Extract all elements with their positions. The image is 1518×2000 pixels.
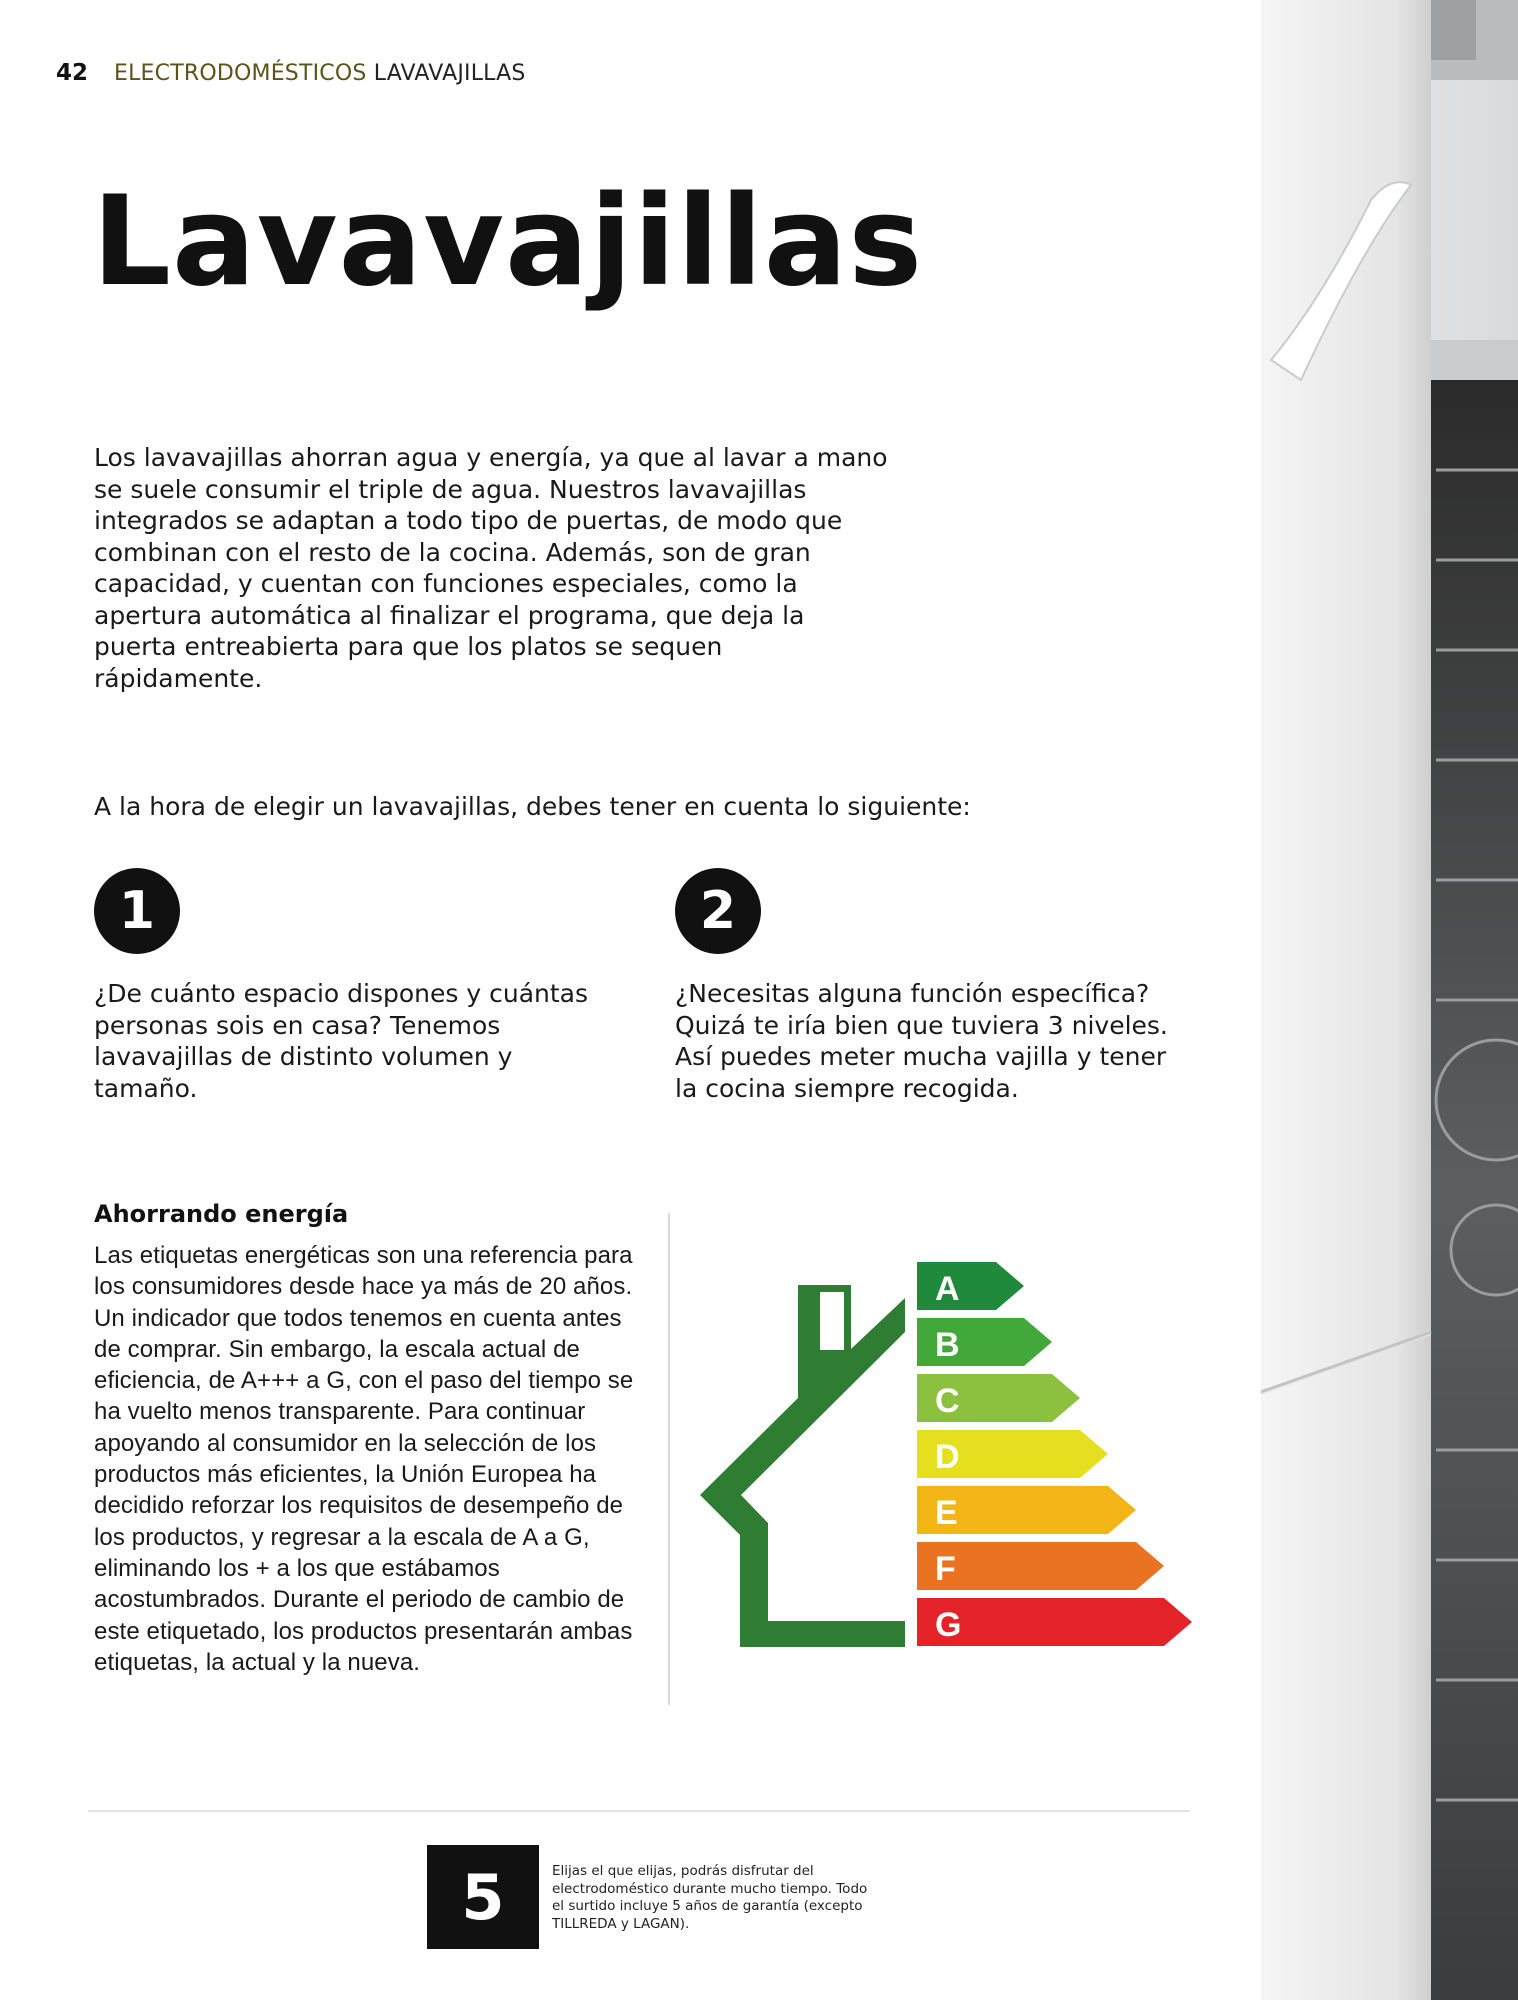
dishwasher-photo xyxy=(1261,0,1518,2000)
tip-1-number-badge: 1 xyxy=(94,868,180,954)
house-outline xyxy=(700,1264,905,1647)
energy-class-A-letter: A xyxy=(935,1270,960,1308)
energy-class-A-arrow xyxy=(917,1262,1024,1310)
energy-label-graphic xyxy=(690,1250,1200,1660)
intro-paragraph: Los lavavajillas ahorran agua y energía, ya que al lavar a mano se suele consumir el triple de agua. Nuestros lavavajillas integrados se adaptan a todo tipo de puertas, de modo que combinan con el resto de la cocina. Además, son de gran capacidad, y cuentan con funciones especiales, como la apertura automática al finalizar el programa, que deja la puerta entreabierta para que los platos se sequen rápidamente. xyxy=(94,443,888,693)
dishwasher-interior xyxy=(1431,380,1518,2000)
house-icon xyxy=(700,1264,905,1647)
kettle-base xyxy=(1426,0,1476,60)
energy-class-D-letter: D xyxy=(935,1438,960,1476)
energy-class-C-letter: C xyxy=(935,1382,960,1420)
energy-class-F-letter: F xyxy=(935,1550,956,1588)
energy-body: Las etiquetas energéticas son una referencia para los consumidores desde hace ya más de 20 años. Un indicador que todos tenemos en cuenta antes de comprar. Sin embargo, la escala actual de eficiencia, de A+++ a G, con el paso del tiempo se ha vuelto menos transparente. Para continuar apoyando al consumidor en la selección de los productos más eficientes, la Unión Europea ha decidido reforzar los requisitos de desempeño de los productos, y regresar a la escala de A a G, eliminando los + a los que estábamos acostumbrados. Durante el periodo de cambio de este etiquetado, los productos presentarán ambas etiquetas, la actual y la nueva. xyxy=(94,1242,634,1676)
warranty-years-badge: 5 xyxy=(427,1845,539,1949)
energy-class-bars xyxy=(917,1262,1192,1646)
footer-divider xyxy=(88,1810,1190,1812)
energy-class-D xyxy=(917,1430,1108,1478)
counter-lip xyxy=(1431,340,1518,380)
chimney-gap xyxy=(820,1292,844,1350)
tip-2-number-badge: 2 xyxy=(675,868,761,954)
energy-class-E-letter: E xyxy=(935,1494,958,1532)
cabinet-door-lower xyxy=(1261,1335,1431,2000)
tip-1-text: ¿De cuánto espacio dispones y cuántas personas sois en casa? Tenemos lavavajillas de distinto volumen y tamaño. xyxy=(94,979,589,1103)
tips-prompt: A la hora de elegir un lavavajillas, debes tener en cuenta lo siguiente: xyxy=(94,792,971,821)
section-label xyxy=(114,61,526,86)
energy-class-G-letter: G xyxy=(935,1606,962,1644)
energy-class-A xyxy=(917,1262,1024,1310)
page-number: 42 xyxy=(56,60,89,86)
energy-heading: Ahorrando energía xyxy=(94,1200,349,1228)
warranty-text: Elijas el que elijas, podrás disfrutar del electrodoméstico durante mucho tiempo. Todo el surtido incluye 5 años de garantía (excepto TILLREDA y LAGAN). xyxy=(552,1863,868,1932)
energy-class-B-letter: B xyxy=(935,1326,960,1364)
cabinet-door-upper xyxy=(1261,0,1431,1390)
energy-class-G xyxy=(917,1598,1192,1646)
tip-2-text: ¿Necesitas alguna función específica? Quizá te iría bien que tuviera 3 niveles. Así puedes meter mucha vajilla y tener la cocina siempre recogida. xyxy=(675,979,1168,1103)
energy-class-C xyxy=(917,1374,1080,1422)
section-name: ELECTRODOMÉSTICOS xyxy=(114,61,367,86)
energy-class-E xyxy=(917,1486,1136,1534)
energy-class-B xyxy=(917,1318,1052,1366)
subsection-name: LAVAVAJILLAS xyxy=(373,61,526,86)
energy-class-F xyxy=(917,1542,1164,1590)
vertical-divider xyxy=(668,1213,670,1705)
page-title: Lavavajillas xyxy=(92,170,924,314)
